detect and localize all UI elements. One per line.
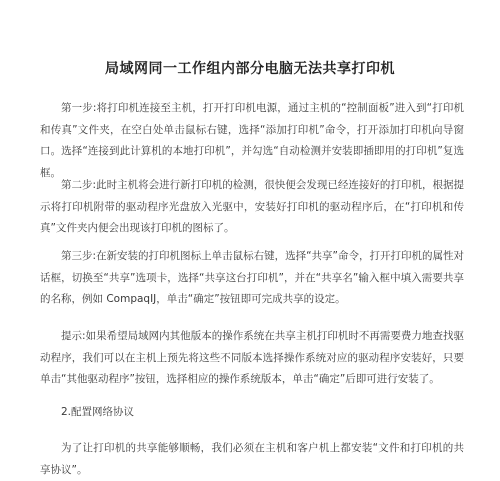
page-title: 局域网同一工作组内部分电脑无法共享打印机 (105, 61, 395, 77)
paragraph-step-one: 第一步:将打印机连接至主机，打开打印机电源，通过主机的“控制面板”进入到“打印机和传真”文件夹，在空白处单击鼠标右键，选择“添加打印机”命令，打开添加打印机向导窗口。选择“连接到此计算机的本地打印机”，并勾选“自动检测并安装即插即用的打印机”复选框。 (40, 102, 464, 179)
paragraph-step-two: 第二步:此时主机将会进行新打印机的检测，很快便会发现已经连接好的打印机，根据提示将打印机附带的驱动程序光盘放入光驱中，安装好打印机的驱动程序后，在“打印机和传真”文件夹内便会出现该打印机的图标了。 (40, 179, 464, 234)
paragraph-tip: 提示:如果希望局域网内其他版本的操作系统在共享主机打印机时不再需要费力地查找驱动程序，我们可以在主机上预先将这些不同版本选择操作系统对应的驱动程序安装好，只要单击“其他驱动程序”按钮，选择相应的操作系统版本，单击“确定”后即可进行安装了。 (40, 330, 464, 385)
section-heading: 2.配置网络协议 (61, 406, 135, 418)
paragraph-network-protocol: 为了让打印机的共享能够顺畅，我们必须在主机和客户机上都安装“文件和打印机的共享协议”。 (40, 442, 464, 476)
paragraph-step-three: 第三步:在新安装的打印机图标上单击鼠标右键，选择“共享”命令，打开打印机的属性对话框，切换至“共享”选项卡，选择“共享这台打印机”，并在“共享名”输入框中填入需要共享的名称，例如 CompaqIJ，单击“确定”按钮即可完成共享的设定。 (40, 250, 464, 305)
